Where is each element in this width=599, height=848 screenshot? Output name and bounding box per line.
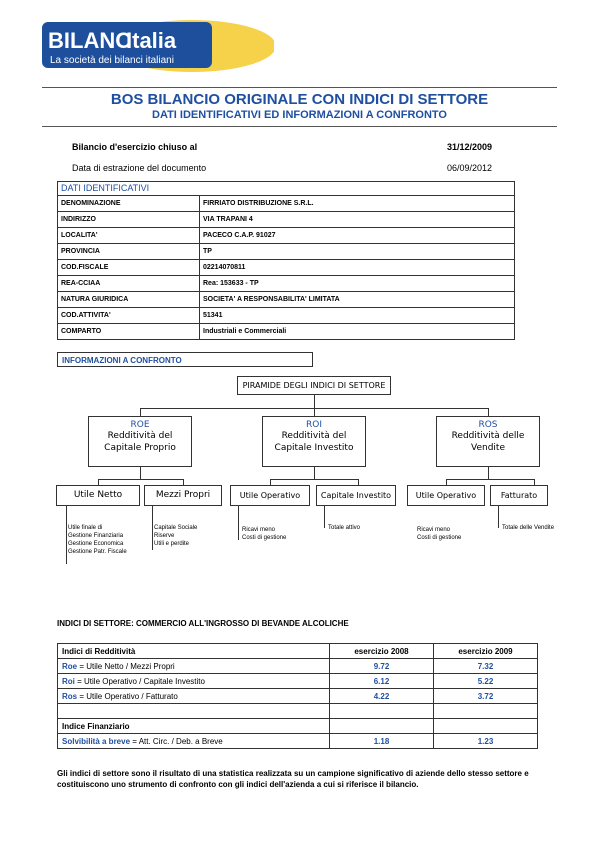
empty-cell: [434, 719, 538, 734]
detail-item: Gestione Finanziaria: [68, 533, 124, 539]
table-row: [58, 276, 514, 292]
table-header-row: [58, 644, 538, 659]
roi-code: ROI: [306, 420, 322, 430]
roe-name: Redditività del Capitale Proprio: [104, 431, 176, 453]
ident-value: SOCIETA' A RESPONSABILITA' LIMITATA: [200, 292, 515, 308]
ident-key: LOCALITA': [58, 228, 200, 244]
value-2008: 6.12: [330, 674, 434, 689]
detail-fatturato: [502, 524, 554, 532]
value-2009: 1.23: [434, 734, 538, 749]
table-row: [58, 228, 514, 244]
detail-item: Gestione Patr. Fiscale: [68, 549, 127, 555]
detail-item: Gestione Economica: [68, 541, 124, 547]
leaf-utile-operativo-ros: Utile Operativo: [407, 485, 485, 506]
ident-value: 51341: [200, 308, 515, 324]
detail-item: Utili e perdite: [154, 541, 190, 547]
roi-box: [262, 416, 366, 467]
leaf-utile-operativo-roi: Utile Operativo: [230, 485, 310, 506]
index-formula: = Utile Netto / Mezzi Propri: [77, 661, 175, 671]
empty-cell: [330, 719, 434, 734]
connector-line: [324, 506, 325, 528]
roe-box: [88, 416, 192, 467]
detail-item: Riserve: [154, 533, 175, 539]
ident-key: NATURA GIURIDICA: [58, 292, 200, 308]
fiscal-year-label: Bilancio d'esercizio chiuso al: [72, 142, 198, 152]
detail-item: Ricavi meno: [242, 527, 276, 533]
value-2009: 7.32: [434, 659, 538, 674]
index-formula: = Utile Operativo / Capitale Investito: [74, 676, 205, 686]
ident-grid: [58, 196, 514, 339]
logo-brand-1: BILANC: [48, 28, 132, 53]
header-rule-bottom: [42, 126, 557, 127]
page-title: BOS BILANCIO ORIGINALE CON INDICI DI SETTORE: [110, 91, 489, 108]
table-row: [58, 659, 538, 674]
index-formula: = Att. Circ. / Deb. a Breve: [130, 736, 223, 746]
connector-line: [66, 506, 67, 564]
index-code: Roe: [62, 661, 78, 671]
detail-item: Costi di gestione: [242, 535, 287, 541]
detail-item: Totale attivo: [328, 525, 361, 531]
ident-table: [57, 181, 515, 340]
ident-key: COD.FISCALE: [58, 260, 200, 276]
ident-key: COD.ATTIVITA': [58, 308, 200, 324]
index-code: Roi: [62, 676, 75, 686]
empty-cell: [58, 704, 330, 719]
connector-line: [488, 467, 489, 479]
ident-value: VIA TRAPANI 4: [200, 212, 515, 228]
page-subtitle: DATI IDENTIFICATIVI ED INFORMAZIONI A CONFRONTO: [152, 109, 447, 121]
table-row-empty: [58, 704, 538, 719]
detail-utile-operativo-roi: [242, 526, 286, 542]
index-code: Ros: [62, 691, 78, 701]
footnote: Gli indici di settore sono il risultato di una statistica realizzata su un campione significativo di aziende dello stesso settore e costituiscono uno strumento di confronto con gli indici dell'azienda a cui si riferisce il bilancio.: [57, 769, 529, 789]
value-2009: 3.72: [434, 689, 538, 704]
detail-item: Totale delle Vendite: [502, 525, 555, 531]
value-2008: 9.72: [330, 659, 434, 674]
ident-value: 02214070811: [200, 260, 515, 276]
detail-utile-netto: [68, 524, 127, 556]
extract-date-value: 06/09/2012: [446, 163, 492, 173]
formula-cell: [58, 689, 330, 704]
bilancitalia-logo: [42, 20, 274, 72]
index-code: Solvibilità a breve: [62, 736, 131, 746]
ident-key: PROVINCIA: [58, 244, 200, 260]
table-row: [58, 212, 514, 228]
ident-key: INDIRIZZO: [58, 212, 200, 228]
table-row: [58, 734, 538, 749]
detail-mezzi-propri: [154, 524, 197, 548]
detail-capitale-investito: [328, 524, 360, 532]
logo-tagline: La società dei bilanci italiani: [50, 55, 174, 66]
header-cell: esercizio 2008: [330, 644, 434, 659]
connector-line: [140, 467, 141, 479]
detail-item: Costi di gestione: [417, 535, 462, 541]
connector-line: [270, 479, 358, 480]
connector-line: [152, 506, 153, 550]
table-row: [58, 308, 514, 324]
connector-line: [314, 395, 315, 408]
detail-item: Capitale Sociale: [154, 525, 198, 531]
header-rule-top: [42, 87, 557, 88]
logo-brand-2: Italia: [126, 28, 177, 53]
ident-value: Rea: 153633 - TP: [200, 276, 515, 292]
ident-key: DENOMINAZIONE: [58, 196, 200, 212]
connector-line: [488, 408, 489, 416]
sector-title: INDICI DI SETTORE: COMMERCIO ALL'INGROSSO DI BEVANDE ALCOLICHE: [57, 619, 349, 628]
extract-date-label: Data di estrazione del documento: [72, 163, 207, 173]
info-section-title: INFORMAZIONI A CONFRONTO: [57, 352, 313, 367]
connector-line: [140, 408, 141, 416]
ros-box: [436, 416, 540, 467]
table-row: [58, 260, 514, 276]
connector-line: [314, 467, 315, 479]
ident-value: FIRRIATO DISTRIBUZIONE S.R.L.: [203, 200, 314, 207]
ros-code: ROS: [478, 420, 498, 430]
ident-key: COMPARTO: [58, 324, 200, 340]
index-formula: = Utile Operativo / Fatturato: [77, 691, 178, 701]
leaf-capitale-investito: Capitale Investito: [316, 485, 396, 506]
sector-indices-table: [57, 643, 538, 749]
detail-utile-operativo-ros: [417, 526, 461, 542]
value-2009: 5.22: [434, 674, 538, 689]
table-row: [58, 674, 538, 689]
value-2008: 4.22: [330, 689, 434, 704]
formula-cell: [58, 674, 330, 689]
connector-line: [314, 408, 315, 416]
header-cell: Indici di Redditività: [58, 644, 330, 659]
header-cell: esercizio 2009: [434, 644, 538, 659]
ident-key: REA-CCIAA: [58, 276, 200, 292]
detail-item: Ricavi meno: [417, 527, 451, 533]
pyramid-root: PIRAMIDE DEGLI INDICI DI SETTORE: [237, 376, 391, 395]
ident-title: DATI IDENTIFICATIVI: [58, 182, 514, 196]
value-2008: 1.18: [330, 734, 434, 749]
connector-line: [446, 479, 534, 480]
connector-line: [238, 506, 239, 540]
ident-value: Industriali e Commerciali: [200, 324, 515, 340]
empty-cell: [330, 704, 434, 719]
formula-cell: [58, 734, 330, 749]
leaf-mezzi-propri: Mezzi Propri: [144, 485, 222, 506]
table-row: [58, 324, 514, 340]
table-row: [58, 689, 538, 704]
formula-cell: [58, 659, 330, 674]
empty-cell: [434, 704, 538, 719]
table-row: [58, 244, 514, 260]
fiscal-year-value: 31/12/2009: [446, 142, 492, 152]
connector-line: [98, 479, 183, 480]
table-row: [58, 719, 538, 734]
roe-code: ROE: [130, 420, 150, 430]
ident-value: PACECO C.A.P. 91027: [200, 228, 515, 244]
roi-name: Redditività del Capitale Investito: [274, 431, 354, 453]
ros-name: Redditività delle Vendite: [451, 431, 525, 453]
table-row: [58, 196, 514, 212]
connector-line: [498, 506, 499, 528]
table-row: [58, 292, 514, 308]
leaf-fatturato: Fatturato: [490, 485, 548, 506]
fin-header-cell: Indice Finanziario: [58, 719, 330, 734]
detail-item: Utile finale di: [68, 525, 103, 531]
leaf-utile-netto: Utile Netto: [56, 485, 140, 506]
ident-value: TP: [200, 244, 515, 260]
